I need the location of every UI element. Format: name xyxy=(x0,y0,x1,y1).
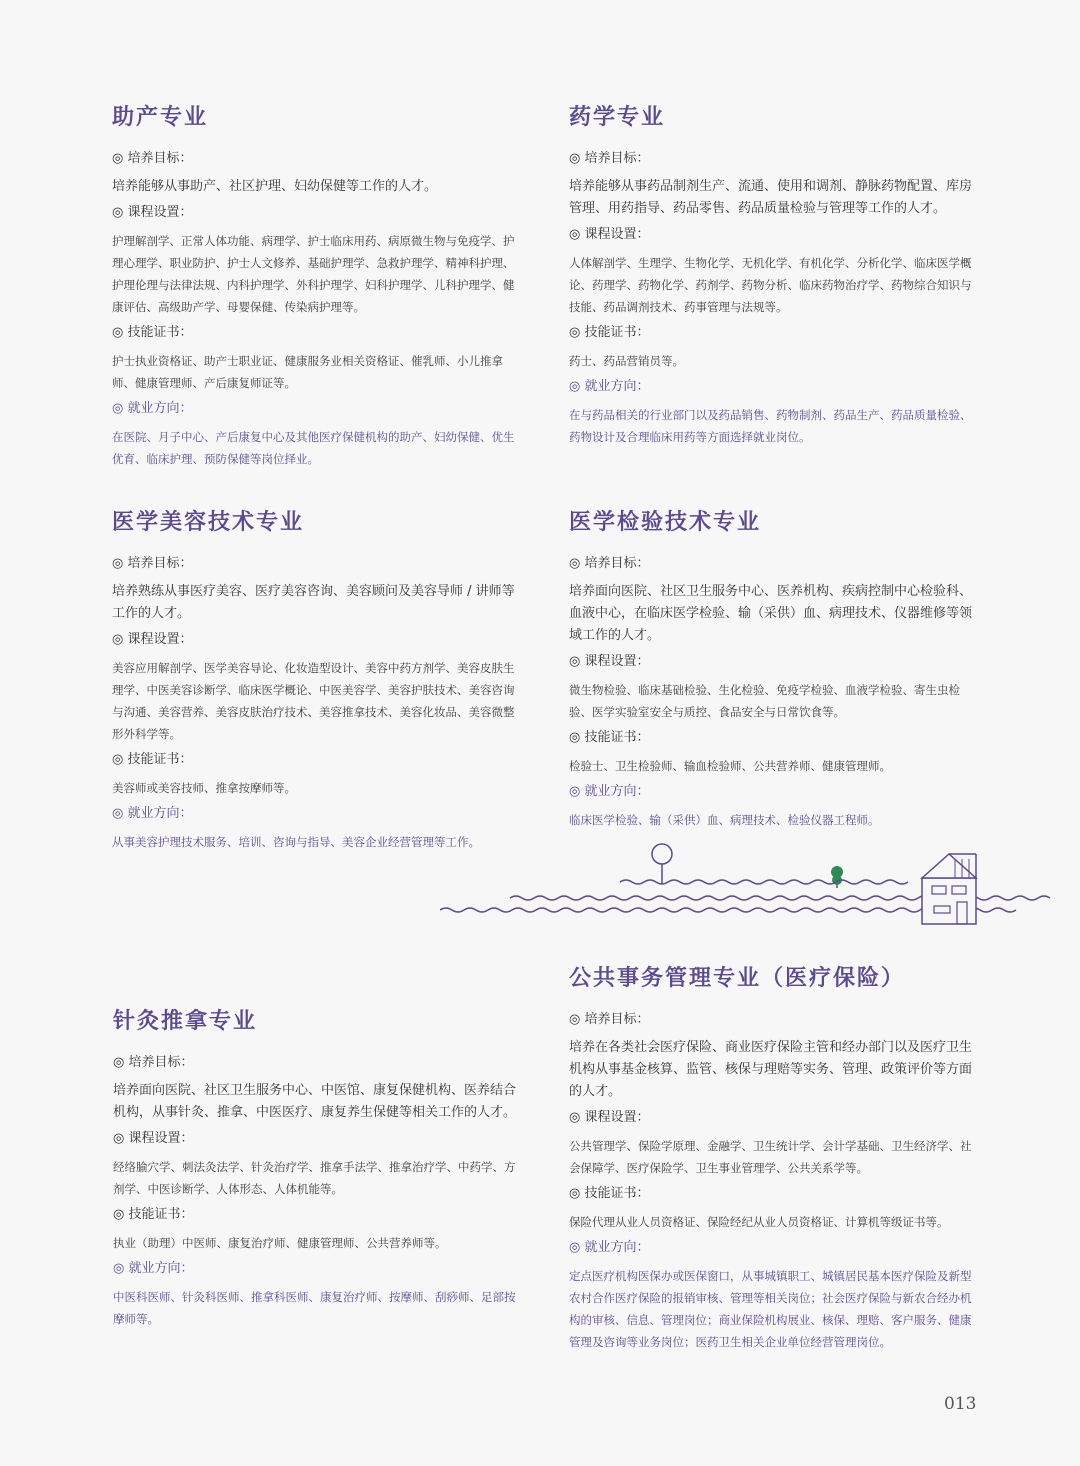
jobs-heading: ◎ 就业方向： xyxy=(569,1240,650,1255)
certs-text: 护士执业资格证、助产士职业证、健康服务业相关资格证、催乳师、小儿推拿师、健康管理师、产后康复师证等。 xyxy=(112,354,503,390)
courses-heading: ◎ 课程设置： xyxy=(569,227,650,242)
certs-heading: ◎ 技能证书： xyxy=(113,1207,194,1222)
courses-text: 护理解剖学、正常人体功能、病理学、护士临床用药、病原微生物与免疫学、护理心理学、职业防护、护士人文修养、基础护理学、急救护理学、精神科护理、护理伦理与法律法规、内科护理学、外科护理学、妇科护理学、儿科护理学、健康评估、高级助产学、母婴保健、传染病护理等。 xyxy=(112,234,515,314)
section-title: 医学美容技术专业 xyxy=(112,509,305,535)
section-midwifery xyxy=(112,102,524,476)
goal-heading: ◎ 培养目标： xyxy=(113,1055,194,1070)
page-number: 013 xyxy=(944,1394,977,1414)
goal-heading: ◎ 培养目标： xyxy=(569,151,650,166)
jobs-heading: ◎ 就业方向： xyxy=(112,806,193,821)
jobs-heading: ◎ 就业方向： xyxy=(569,784,650,799)
house-icon xyxy=(922,854,976,924)
goal-text: 培养能够从事药品制剂生产、流通、使用和调剂、静脉药物配置、库房管理、用药指导、药品零售、药品质量检验与管理等工作的人才。 xyxy=(569,179,973,216)
jobs-heading: ◎ 就业方向： xyxy=(113,1261,194,1276)
courses-heading: ◎ 课程设置： xyxy=(569,1110,650,1125)
goal-text: 培养在各类社会医疗保险、商业医疗保险主管和经办部门以及医疗卫生机构从事基金核算、监管、核保与理赔等实务、管理、政策评价等方面的人才。 xyxy=(569,1040,973,1099)
goal-heading: ◎ 培养目标： xyxy=(112,556,193,571)
certs-heading: ◎ 技能证书： xyxy=(112,325,193,340)
section-title: 针灸推拿专业 xyxy=(113,1008,258,1034)
green-tree-icon xyxy=(831,866,843,888)
courses-text: 美容应用解剖学、医学美容导论、化妆造型设计、美容中药方剂学、美容皮肤生理学、中医美容诊断学、临床医学概论、中医美容学、美容护肤技术、美容咨询与沟通、美容营养、美容皮肤治疗技术、美容推拿技术、美容化妆品、美容微整形外科学等。 xyxy=(112,661,515,741)
goal-heading: ◎ 培养目标： xyxy=(569,1012,650,1027)
jobs-text: 中医科医师、针灸科医师、推拿科医师、康复治疗师、按摩师、刮痧师、足部按摩师等。 xyxy=(113,1290,516,1326)
certs-text: 美容师或美容技师、推拿按摩师等。 xyxy=(112,781,296,795)
landscape-illustration xyxy=(440,840,1080,930)
jobs-text: 在与药品相关的行业部门以及药品销售、药物制剂、药品生产、药品质量检验、药物设计及合理临床用药等方面选择就业岗位。 xyxy=(569,408,972,444)
courses-heading: ◎ 课程设置： xyxy=(569,654,650,669)
goal-heading: ◎ 培养目标： xyxy=(112,151,193,166)
section-title: 助产专业 xyxy=(112,104,209,130)
courses-text: 微生物检验、临床基础检验、生化检验、免疫学检验、血液学检验、寄生虫检验、医学实验室安全与质控、食品安全与日常饮食等。 xyxy=(569,683,960,719)
section-pharmacy xyxy=(569,102,981,454)
jobs-text: 在医院、月子中心、产后康复中心及其他医疗保健机构的助产、妇幼保健、优生优育、临床护理、预防保健等岗位择业。 xyxy=(112,430,515,466)
certs-heading: ◎ 技能证书： xyxy=(112,752,193,767)
section-public-affairs xyxy=(569,963,981,1359)
tree-outline-icon xyxy=(652,844,672,884)
certs-heading: ◎ 技能证书： xyxy=(569,325,650,340)
section-acupuncture xyxy=(113,1006,525,1336)
section-title: 药学专业 xyxy=(569,104,666,130)
section-title: 公共事务管理专业（医疗保险） xyxy=(569,965,906,991)
jobs-heading: ◎ 就业方向： xyxy=(112,401,193,416)
goal-text: 培养熟练从事医疗美容、医疗美容咨询、美容顾问及美容导师 / 讲师等工作的人才。 xyxy=(112,584,515,621)
section-cosmetology xyxy=(112,507,524,859)
certs-text: 执业（助理）中医师、康复治疗师、健康管理师、公共营养师等。 xyxy=(113,1236,447,1250)
certs-heading: ◎ 技能证书： xyxy=(569,1186,650,1201)
certs-text: 检验士、卫生检验师、输血检验师、公共营养师、健康管理师。 xyxy=(569,759,891,773)
goal-text: 培养面向医院、社区卫生服务中心、中医馆、康复保健机构、医养结合机构，从事针灸、推拿、中医医疗、康复养生保健等相关工作的人才。 xyxy=(113,1083,517,1120)
jobs-heading: ◎ 就业方向： xyxy=(569,379,650,394)
goal-heading: ◎ 培养目标： xyxy=(569,556,650,571)
jobs-text: 从事美容护理技术服务、培训、咨询与指导、美容企业经营管理等工作。 xyxy=(112,835,480,849)
section-title: 医学检验技术专业 xyxy=(569,509,762,535)
certs-text: 保险代理从业人员资格证、保险经纪从业人员资格证、计算机等级证书等。 xyxy=(569,1215,949,1229)
courses-text: 公共管理学、保险学原理、金融学、卫生统计学、会计学基础、卫生经济学、社会保障学、医疗保险学、卫生事业管理学、公共关系学等。 xyxy=(569,1139,972,1175)
goal-text: 培养能够从事助产、社区护理、妇幼保健等工作的人才。 xyxy=(112,179,438,194)
courses-heading: ◎ 课程设置： xyxy=(113,1131,194,1146)
goal-text: 培养面向医院、社区卫生服务中心、医养机构、疾病控制中心检验科、血液中心，在临床医学检验、输（采供）血、病理技术、仪器维修等领域工作的人才。 xyxy=(569,584,973,643)
courses-heading: ◎ 课程设置： xyxy=(112,632,193,647)
jobs-text: 临床医学检验、输（采供）血、病理技术、检验仪器工程师。 xyxy=(569,813,880,827)
courses-text: 经络腧穴学、刺法灸法学、针灸治疗学、推拿手法学、推拿治疗学、中药学、方剂学、中医诊断学、人体形态、人体机能等。 xyxy=(113,1160,516,1196)
section-lab-medicine xyxy=(569,507,981,837)
jobs-text: 定点医疗机构医保办或医保窗口，从事城镇职工、城镇居民基本医疗保险及新型农村合作医疗保险的报销审核、管理等相关岗位；社会医疗保险与新农合经办机构的审核、信息、管理岗位；商业保险机构展业、核保、理赔、客户服务、健康管理及咨询等业务岗位；医药卫生相关企业单位经营管理岗位。 xyxy=(569,1269,972,1349)
certs-heading: ◎ 技能证书： xyxy=(569,730,650,745)
courses-heading: ◎ 课程设置： xyxy=(112,205,193,220)
certs-text: 药士、药品营销员等。 xyxy=(569,354,684,368)
courses-text: 人体解剖学、生理学、生物化学、无机化学、有机化学、分析化学、临床医学概论、药理学、药物化学、药剂学、药物分析、临床药物治疗学、药物综合知识与技能、药品调剂技术、药事管理与法规等。 xyxy=(569,256,972,314)
wave-line xyxy=(620,880,908,884)
